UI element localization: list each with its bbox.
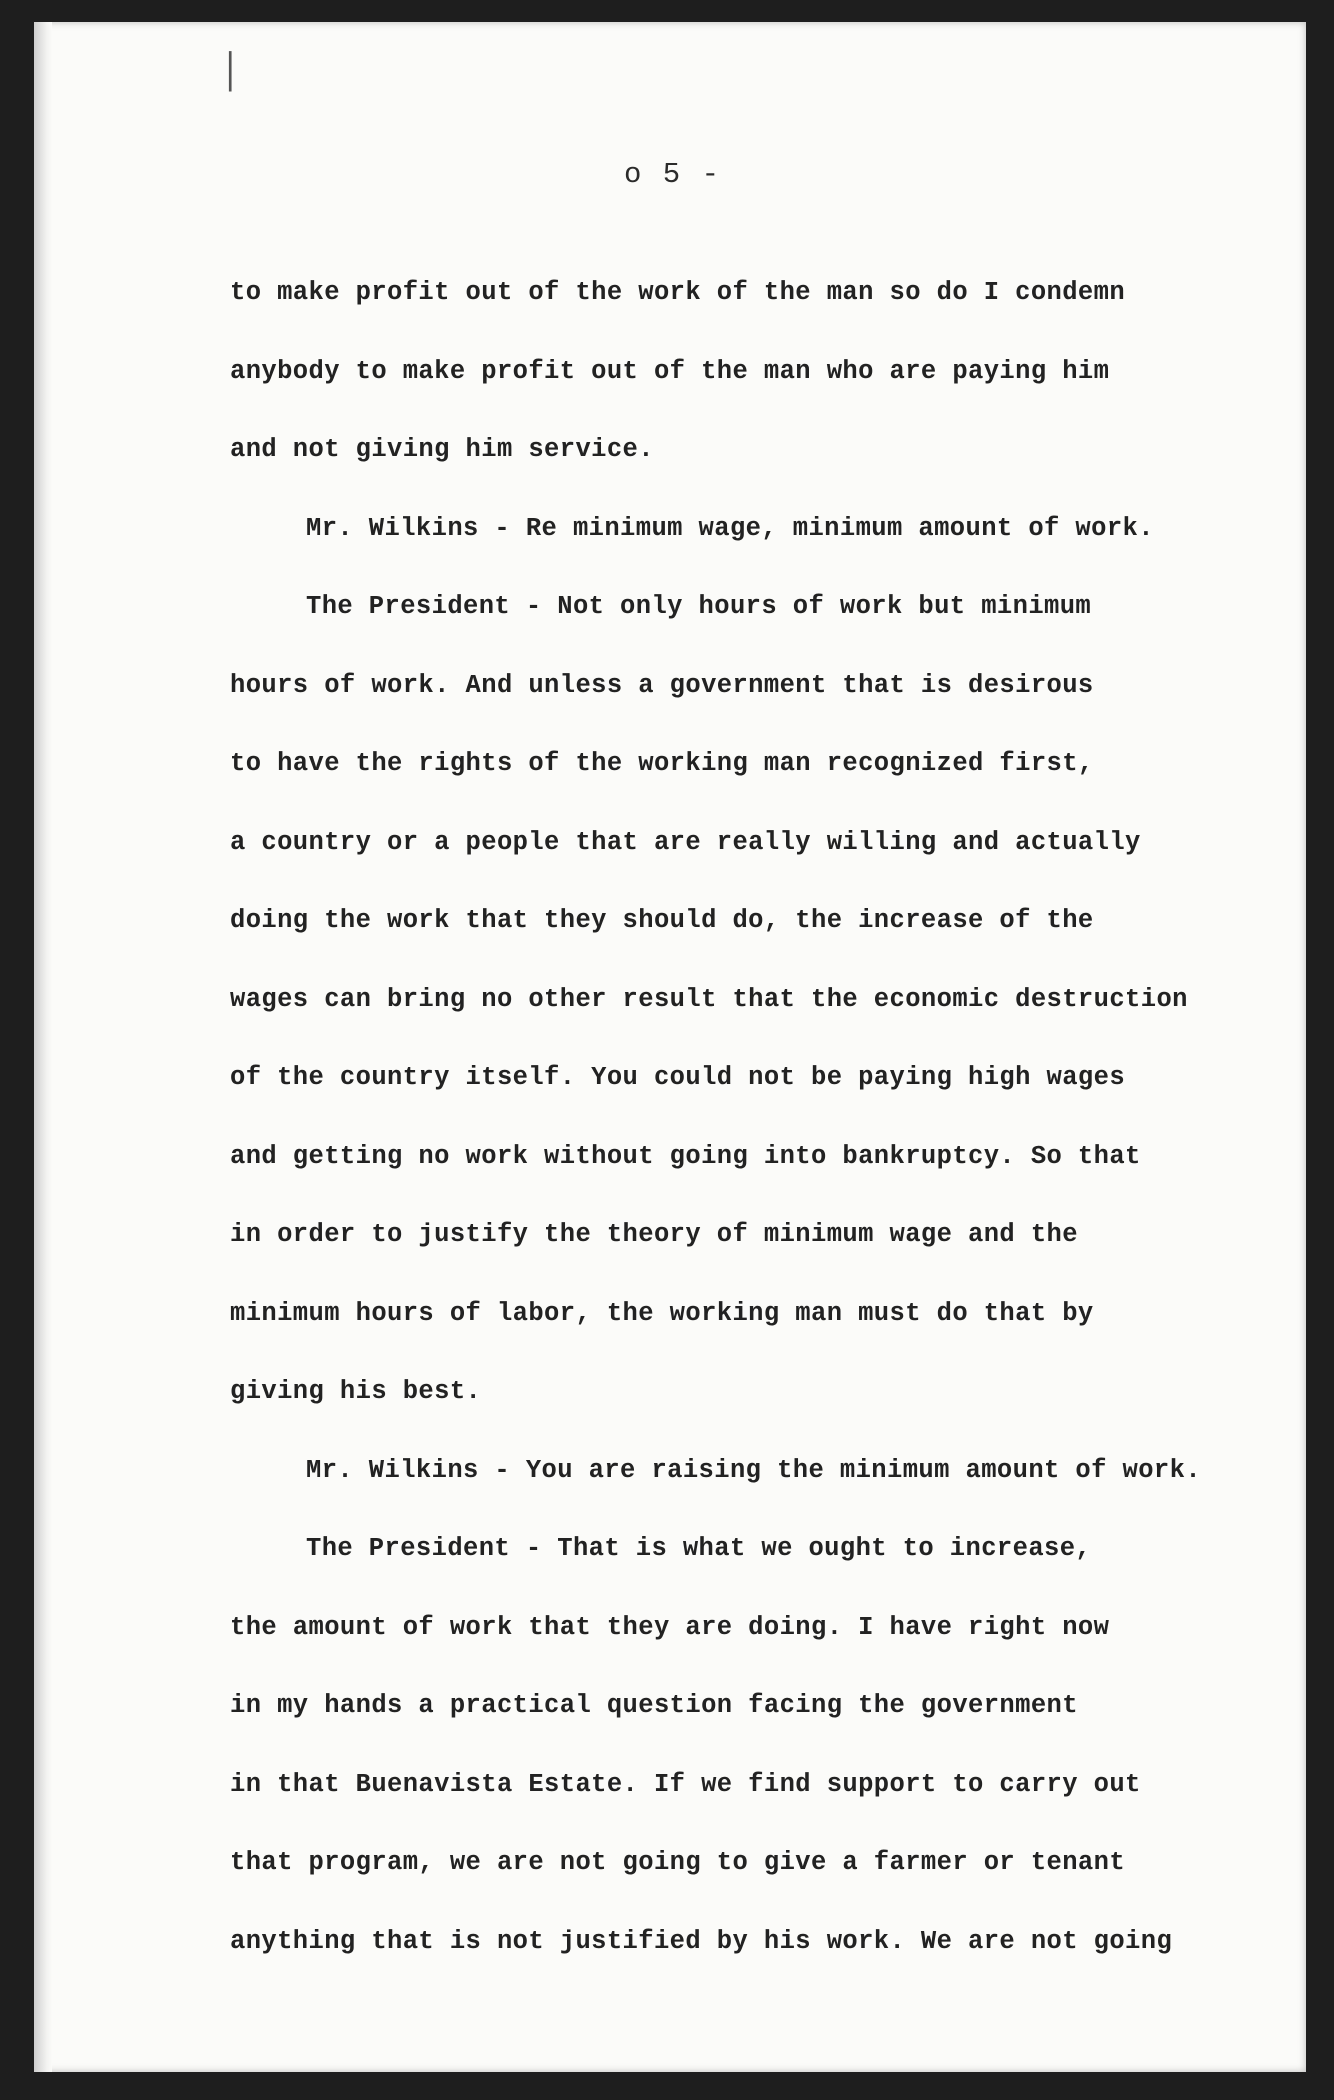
transcript-body [230, 254, 1250, 1981]
text-line: and not giving him service. [230, 435, 654, 464]
text-line: to have the rights of the working man recognized first, [230, 749, 1094, 778]
text-line: anything that is not justified by his work. We are not going [230, 1926, 1173, 1956]
text-line: of the country itself. You could not be paying high wages [230, 1063, 1126, 1092]
text-line: minimum hours of labor, the working man must do that by [230, 1298, 1094, 1328]
page-number: o 5 - [624, 158, 722, 191]
text-line: in that Buenavista Estate. If we find support to carry out [230, 1769, 1141, 1799]
speaker-line: Mr. Wilkins - Re minimum wage, minimum amount of work. [306, 513, 1154, 543]
text-line: doing the work that they should do, the increase of the [230, 906, 1094, 935]
speaker-line: Mr. Wilkins - You are raising the minimum amount of work. [306, 1455, 1202, 1485]
text-line: a country or a people that are really willing and actually [230, 827, 1141, 857]
page-edge-shadow [34, 22, 52, 2072]
text-line: hours of work. And unless a government that is desirous [230, 670, 1094, 700]
text-line: and getting no work without going into bankruptcy. So that [230, 1141, 1141, 1171]
text-line: wages can bring no other result that the economic destruction [230, 984, 1188, 1014]
typewritten-page [34, 22, 1306, 2072]
speaker-line: The President - That is what we ought to increase, [306, 1534, 1092, 1563]
text-line: giving his best. [230, 1377, 482, 1406]
text-line: to make profit out of the work of the man so do I condemn [230, 278, 1126, 307]
text-line: anybody to make profit out of the man who are paying him [230, 356, 1110, 386]
text-line: that program, we are not going to give a farmer or tenant [230, 1848, 1126, 1877]
text-line: in my hands a practical question facing the government [230, 1691, 1078, 1720]
margin-pencil-mark: │ [220, 52, 241, 92]
text-line: the amount of work that they are doing. I have right now [230, 1612, 1110, 1642]
speaker-line: The President - Not only hours of work but minimum [306, 592, 1092, 621]
text-line: in order to justify the theory of minimum wage and the [230, 1220, 1078, 1249]
